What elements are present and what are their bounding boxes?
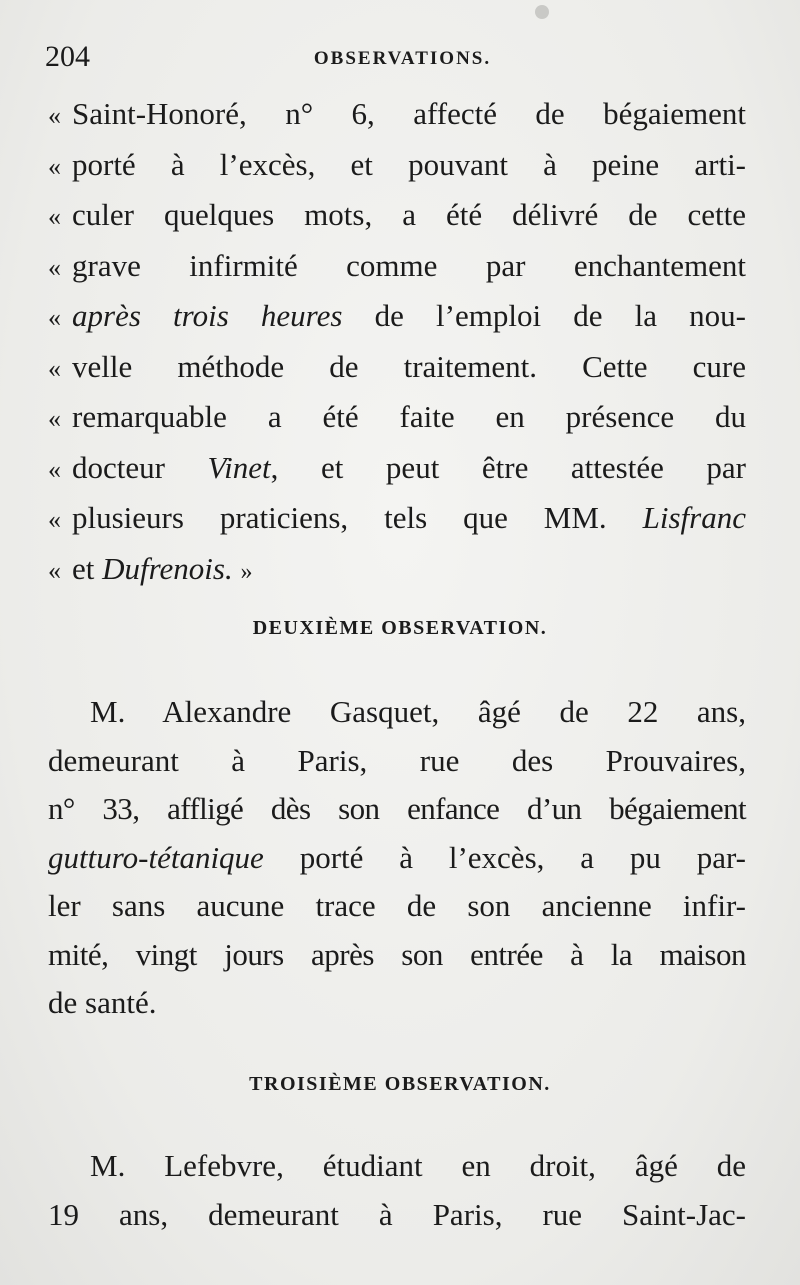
ink-smudge [535, 5, 549, 19]
text-span: et [72, 550, 95, 586]
text-span: grave infirmité comme par enchantement [72, 247, 746, 283]
text-span: , et peut être attestée par [270, 449, 746, 485]
running-title: OBSERVATIONS. [313, 48, 492, 69]
text-line [48, 834, 746, 883]
text-line [48, 444, 746, 495]
text-line [48, 141, 746, 192]
quote-mark: « [48, 151, 61, 181]
page-header [45, 40, 760, 80]
italic-span: gutturo-tétanique [48, 839, 264, 875]
text-line [48, 494, 746, 545]
text-span: culer quelques mots, a été délivré de cette [72, 197, 746, 232]
third-observation-paragraph [48, 1142, 746, 1239]
page-number: 204 [45, 40, 90, 73]
text-span: porté à l’excès, a pu par- [299, 839, 746, 875]
text-line: M. Lefebvre, étudiant en droit, âgé de [90, 1148, 746, 1183]
second-observation-paragraph [48, 688, 746, 1028]
quote-mark: « [48, 252, 61, 282]
text-span: plusieurs praticiens, tels que MM. [72, 500, 607, 535]
quote-mark: « [48, 202, 61, 231]
italic-span: après trois heures [72, 298, 343, 333]
section-heading-3: TROISIÈME OBSERVATION. [249, 1073, 551, 1095]
italic-span: Dufrenois. [102, 550, 233, 586]
text-line: n° 33, affligé dès son enfance d’un bégaiement [48, 791, 746, 826]
quote-mark: « [48, 454, 61, 484]
text-line: ler sans aucune trace de son ancienne infir- [48, 888, 746, 923]
italic-span: Lisfranc [642, 500, 746, 535]
quote-mark: « [48, 505, 61, 534]
quote-mark: « [48, 555, 61, 585]
italic-span: Vinet [207, 449, 271, 485]
quote-mark: « [48, 353, 61, 383]
text-line [48, 343, 746, 394]
text-line: 19 ans, demeurant à Paris, rue Saint-Jac- [48, 1196, 746, 1232]
text-line: de santé. [48, 985, 157, 1020]
text-line: M. Alexandre Gasquet, âgé de 22 ans, [90, 694, 746, 729]
quote-mark: « [48, 303, 61, 332]
text-line [48, 90, 746, 141]
quote-paragraph [48, 90, 746, 596]
quote-mark: « [48, 101, 61, 130]
text-line [48, 292, 746, 343]
text-span: docteur [72, 449, 165, 485]
text-line [48, 393, 746, 444]
text-line [48, 191, 746, 242]
text-span: velle méthode de traitement. Cette cure [72, 348, 746, 384]
text-span: porté à l’excès, et pouvant à peine arti- [72, 146, 746, 182]
text-line [48, 545, 746, 597]
closing-quote-mark: » [240, 558, 253, 585]
text-line: mité, vingt jours après son entrée à la maison [48, 936, 746, 972]
text-span: Saint-Honoré, n° 6, affecté de bégaiement [72, 96, 746, 131]
section-heading-2: DEUXIÈME OBSERVATION. [252, 617, 548, 639]
quote-mark: « [48, 404, 61, 433]
text-span: remarquable a été faite en présence du [72, 399, 746, 434]
text-line [48, 242, 746, 293]
text-line: demeurant à Paris, rue des Prouvaires, [48, 742, 746, 778]
text-span: de l’emploi de la nou- [374, 298, 747, 333]
